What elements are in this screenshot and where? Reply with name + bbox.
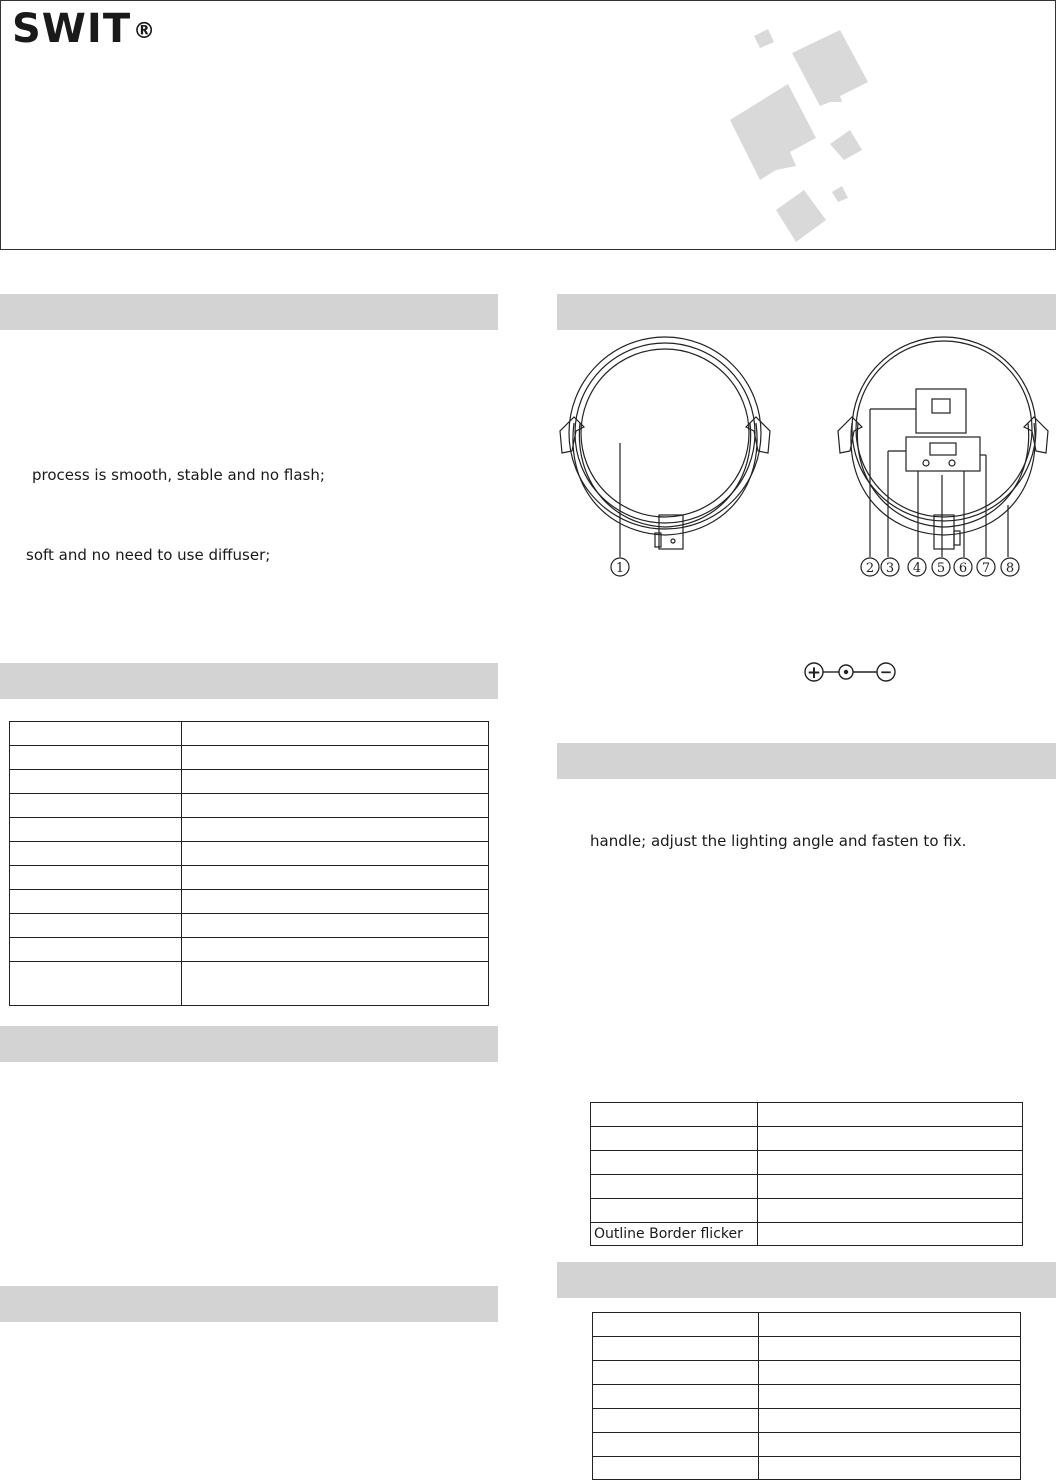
callout-7: 7 — [981, 561, 991, 576]
table-row — [10, 818, 489, 842]
table-row — [10, 914, 489, 938]
table-row — [593, 1433, 1021, 1457]
section-band-diagram — [557, 294, 1056, 330]
table-row — [591, 1175, 1023, 1199]
table-row — [10, 794, 489, 818]
table-row — [593, 1313, 1021, 1337]
table-row: Outline Border flicker — [591, 1223, 1023, 1246]
table-row — [593, 1361, 1021, 1385]
section-band-installation — [557, 743, 1056, 779]
table-row — [593, 1457, 1021, 1480]
callout-2: 2 — [865, 561, 875, 576]
callout-6: 6 — [958, 561, 968, 576]
callout-1: 1 — [615, 561, 625, 576]
table-row — [593, 1409, 1021, 1433]
table-row — [10, 842, 489, 866]
front-view-diagram — [556, 335, 796, 580]
table-row — [591, 1151, 1023, 1175]
table-row — [10, 938, 489, 962]
indicator-table — [590, 1102, 1023, 1246]
bottom-table — [592, 1312, 1021, 1480]
feature-line-2: soft and no need to use diffuser; — [26, 546, 271, 564]
table-row — [10, 746, 489, 770]
callout-4: 4 — [912, 561, 922, 576]
rear-view-diagram — [830, 335, 1056, 580]
section-band-7 — [557, 1262, 1056, 1298]
table-row — [591, 1103, 1023, 1127]
table-row — [593, 1337, 1021, 1361]
callout-numbers — [600, 556, 1040, 578]
brand-logo: SWIT® — [12, 6, 157, 52]
table-row — [10, 962, 489, 1006]
table-row — [10, 770, 489, 794]
spec-table — [9, 721, 489, 1006]
table-row — [591, 1199, 1023, 1223]
section-band-4 — [0, 1286, 498, 1322]
table-row — [593, 1385, 1021, 1409]
callout-3: 3 — [885, 561, 895, 576]
table-row — [10, 890, 489, 914]
callout-8: 8 — [1005, 561, 1015, 576]
feature-line-1: process is smooth, stable and no flash; — [32, 466, 325, 484]
section-band-specifications — [0, 663, 498, 699]
section-band-3 — [0, 1026, 498, 1062]
polarity-symbol — [800, 660, 900, 684]
table-row — [591, 1127, 1023, 1151]
installation-line-1: handle; adjust the lighting angle and fasten to fix. — [590, 832, 967, 850]
decorative-squares — [720, 20, 900, 248]
callout-5: 5 — [936, 561, 946, 576]
table-row — [10, 722, 489, 746]
table-row — [10, 866, 489, 890]
section-band-features — [0, 294, 498, 330]
polarity-negative: − — [879, 663, 893, 681]
polarity-positive: + — [806, 663, 822, 683]
